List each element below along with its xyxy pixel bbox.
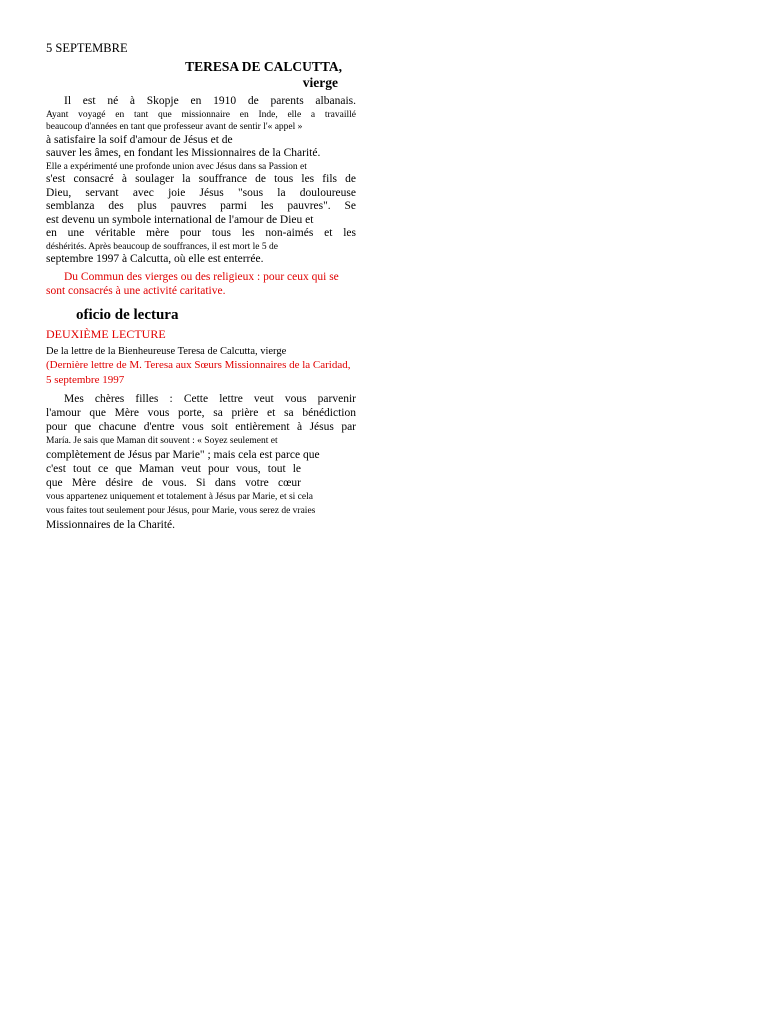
bio-line: en une véritable mère pour tous les non-aimés et les (46, 227, 356, 239)
bio-line: Il est né à Skopje en 1910 de parents albanais. (64, 95, 356, 107)
bio-line: sauver les âmes, en fondant les Missionnaires de la Charité. (46, 147, 321, 159)
reading-header: DEUXIÈME LECTURE (46, 326, 166, 341)
bio-line: déshérités. Après beaucoup de souffrances, il est mort le 5 de (46, 241, 278, 252)
bio-line: est devenu un symbole international de l'amour de Dieu et (46, 213, 314, 226)
bio-line: septembre 1997 à Calcutta, où elle est enterrée. (46, 253, 264, 265)
letter-line: c'est tout ce que Maman veut pour vous, tout le (46, 462, 301, 475)
letter-line: vous faites tout seulement pour Jésus, pour Marie, vous serez de vraies (46, 505, 316, 516)
saint-name: TERESA DE CALCUTTA, (185, 59, 342, 74)
office-title: oficio de lectura (76, 306, 179, 323)
bio-line: à satisfaire la soif d'amour de Jésus et de (46, 133, 233, 146)
document-page (46, 40, 356, 532)
letter-line: que Mère désire de vous. Si dans votre cœur (46, 476, 301, 489)
feast-date: 5 SEPTEMBRE (46, 41, 128, 55)
bio-line: s'est consacré à soulager la souffrance de tous les fils de (46, 173, 356, 185)
letter-line: complètement de Jésus par Marie" ; mais cela est parce que (46, 448, 320, 461)
bio-line: semblanza des plus pauvres parmi les pauvres". Se (46, 200, 356, 212)
bio-line: Dieu, servant avec joie Jésus "sous la douloureuse (46, 186, 356, 199)
reading-source-note: (Dernière lettre de M. Teresa aux Sœurs Missionnaires de la Caridad, 5 septembre 1997 (46, 358, 351, 386)
letter-line: María. Je sais que Maman dit souvent : « Soyez seulement et (46, 435, 278, 446)
bio-line: Ayant voyagé en tant que missionnaire en Inde, elle a travaillé (46, 109, 356, 120)
saint-title: vierge (302, 75, 338, 90)
letter-line: vous appartenez uniquement et totalement à Jésus par Marie, et si cela (46, 491, 313, 502)
letter-line: Mes chères filles : Cette lettre veut vous parvenir (64, 392, 356, 405)
letter-line: l'amour que Mère vous porte, sa prière et sa bénédiction (46, 406, 356, 419)
bio-line: Elle a expérimenté une profonde union avec Jésus dans sa Passion et (46, 161, 307, 172)
letter-line: pour que chacune d'entre vous soit entièrement à Jésus par (46, 420, 356, 433)
common-note: Du Commun des vierges ou des religieux : pour ceux qui se sont consacrés à une activité caritative. (46, 270, 339, 297)
biography (46, 95, 356, 267)
letter-line: Missionnaires de la Charité. (46, 518, 176, 531)
letter-body (46, 392, 356, 532)
bio-line: beaucoup d'années en tant que professeur avant de sentir l'« appel » (46, 122, 303, 132)
reading-source: De la lettre de la Bienheureuse Teresa de Calcutta, vierge (46, 345, 287, 357)
